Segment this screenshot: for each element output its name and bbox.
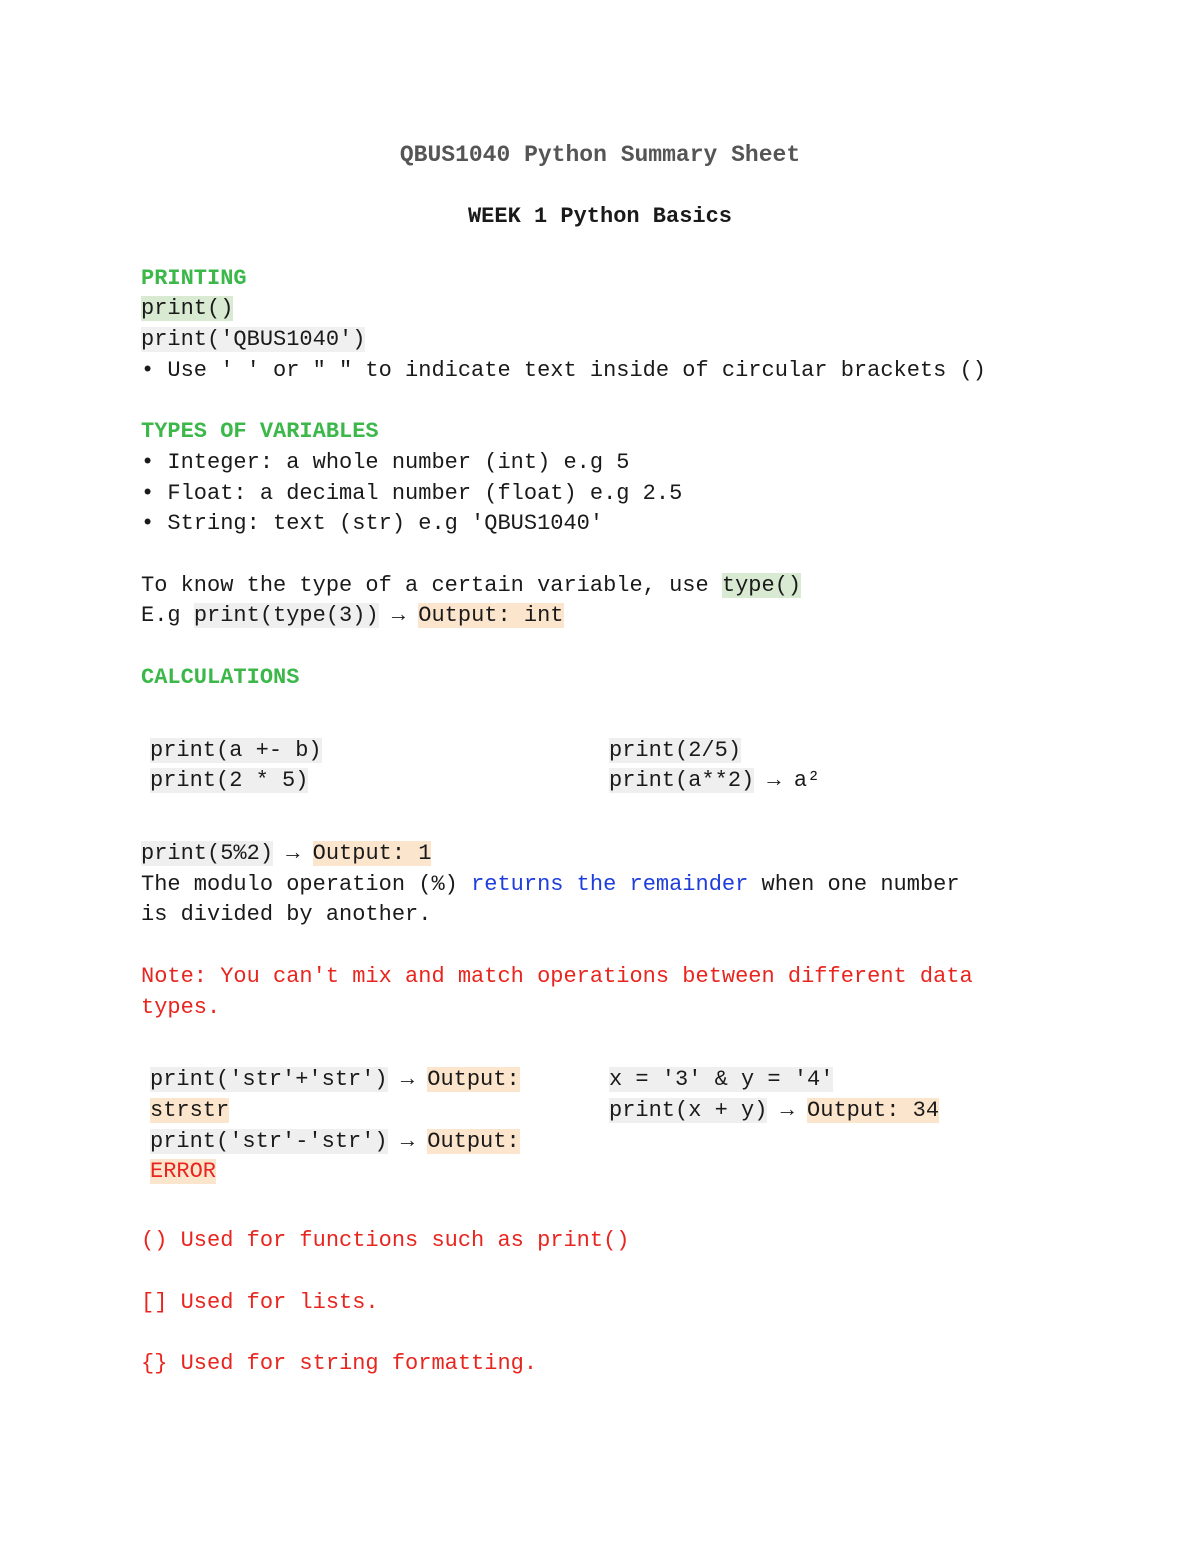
str-subtract-result <box>150 1157 216 1187</box>
brackets-square: [] Used for lists. <box>141 1290 379 1315</box>
output-badge: Output: int <box>418 603 564 628</box>
code-snippet: print('str'+'str') <box>150 1067 388 1092</box>
str-subtract <box>150 1127 520 1157</box>
printing-code-1 <box>141 294 233 324</box>
calc-right-2 <box>609 766 820 796</box>
note-line-2: types. <box>141 995 221 1020</box>
output-badge: Output: <box>427 1067 520 1092</box>
xy-print <box>609 1096 939 1126</box>
output-badge: Output: 34 <box>807 1098 940 1123</box>
code-snippet: x = '3' & y = '4' <box>609 1067 834 1092</box>
error-badge: ERROR <box>150 1159 217 1184</box>
printing-code-2 <box>141 325 365 355</box>
code-snippet: print(type(3)) <box>193 603 379 628</box>
code-snippet: print('QBUS1040') <box>141 327 366 352</box>
str-concat-result <box>150 1096 229 1126</box>
code-snippet: print(2/5) <box>609 738 742 763</box>
modulo-text: The modulo operation (%) <box>141 872 472 897</box>
output-badge: strstr <box>150 1098 230 1123</box>
arrow: → <box>387 1067 428 1092</box>
types-heading: TYPES OF VARIABLES <box>141 419 379 444</box>
output-badge: Output: <box>427 1129 520 1154</box>
str-concat <box>150 1065 520 1095</box>
calc-right-1 <box>609 736 741 766</box>
type-usage-line <box>141 571 801 601</box>
types-bullet-string: • String: text (str) e.g 'QBUS1040' <box>141 511 604 536</box>
arrow: → <box>767 1098 808 1123</box>
type-example-line <box>141 601 564 631</box>
types-bullet-int: • Integer: a whole number (int) e.g 5 <box>141 450 630 475</box>
xy-assign <box>609 1065 833 1095</box>
arrow: → <box>378 603 419 628</box>
calc-left-2 <box>150 766 308 796</box>
code-snippet: print(x + y) <box>609 1098 768 1123</box>
code-snippet: print(2 * 5) <box>150 768 309 793</box>
brackets-parentheses: () Used for functions such as print() <box>141 1228 630 1253</box>
code-snippet: print(5%2) <box>141 841 274 866</box>
modulo-example <box>141 839 431 869</box>
modulo-text: when one number <box>748 872 960 897</box>
square-note: → a² <box>754 768 821 793</box>
page-title: QBUS1040 Python Summary Sheet <box>399 142 801 168</box>
calc-left-1 <box>150 736 322 766</box>
code-snippet: print('str'-'str') <box>150 1129 388 1154</box>
calculations-heading: CALCULATIONS <box>141 665 300 690</box>
printing-heading: PRINTING <box>141 266 247 291</box>
week-heading: WEEK 1 Python Basics <box>467 204 733 229</box>
type-usage-text: To know the type of a certain variable, use <box>141 573 722 598</box>
code-snippet: print() <box>141 296 234 321</box>
code-snippet: print(a**2) <box>609 768 755 793</box>
modulo-highlight: returns the remainder <box>471 872 749 897</box>
modulo-desc-2: is divided by another. <box>141 902 432 927</box>
arrow: → <box>273 841 313 866</box>
printing-bullet: • Use ' ' or " " to indicate text inside of circular brackets () <box>141 358 986 383</box>
brackets-curly: {} Used for string formatting. <box>141 1351 538 1376</box>
code-snippet: print(a +- b) <box>150 738 322 763</box>
arrow: → <box>387 1129 428 1154</box>
example-prefix: E.g <box>141 603 194 628</box>
modulo-desc-1 <box>141 870 960 900</box>
types-bullet-float: • Float: a decimal number (float) e.g 2.5 <box>141 481 683 506</box>
output-badge: Output: 1 <box>312 841 432 866</box>
code-snippet: type() <box>721 573 802 598</box>
note-line-1: Note: You can't mix and match operations between different data <box>141 964 973 989</box>
